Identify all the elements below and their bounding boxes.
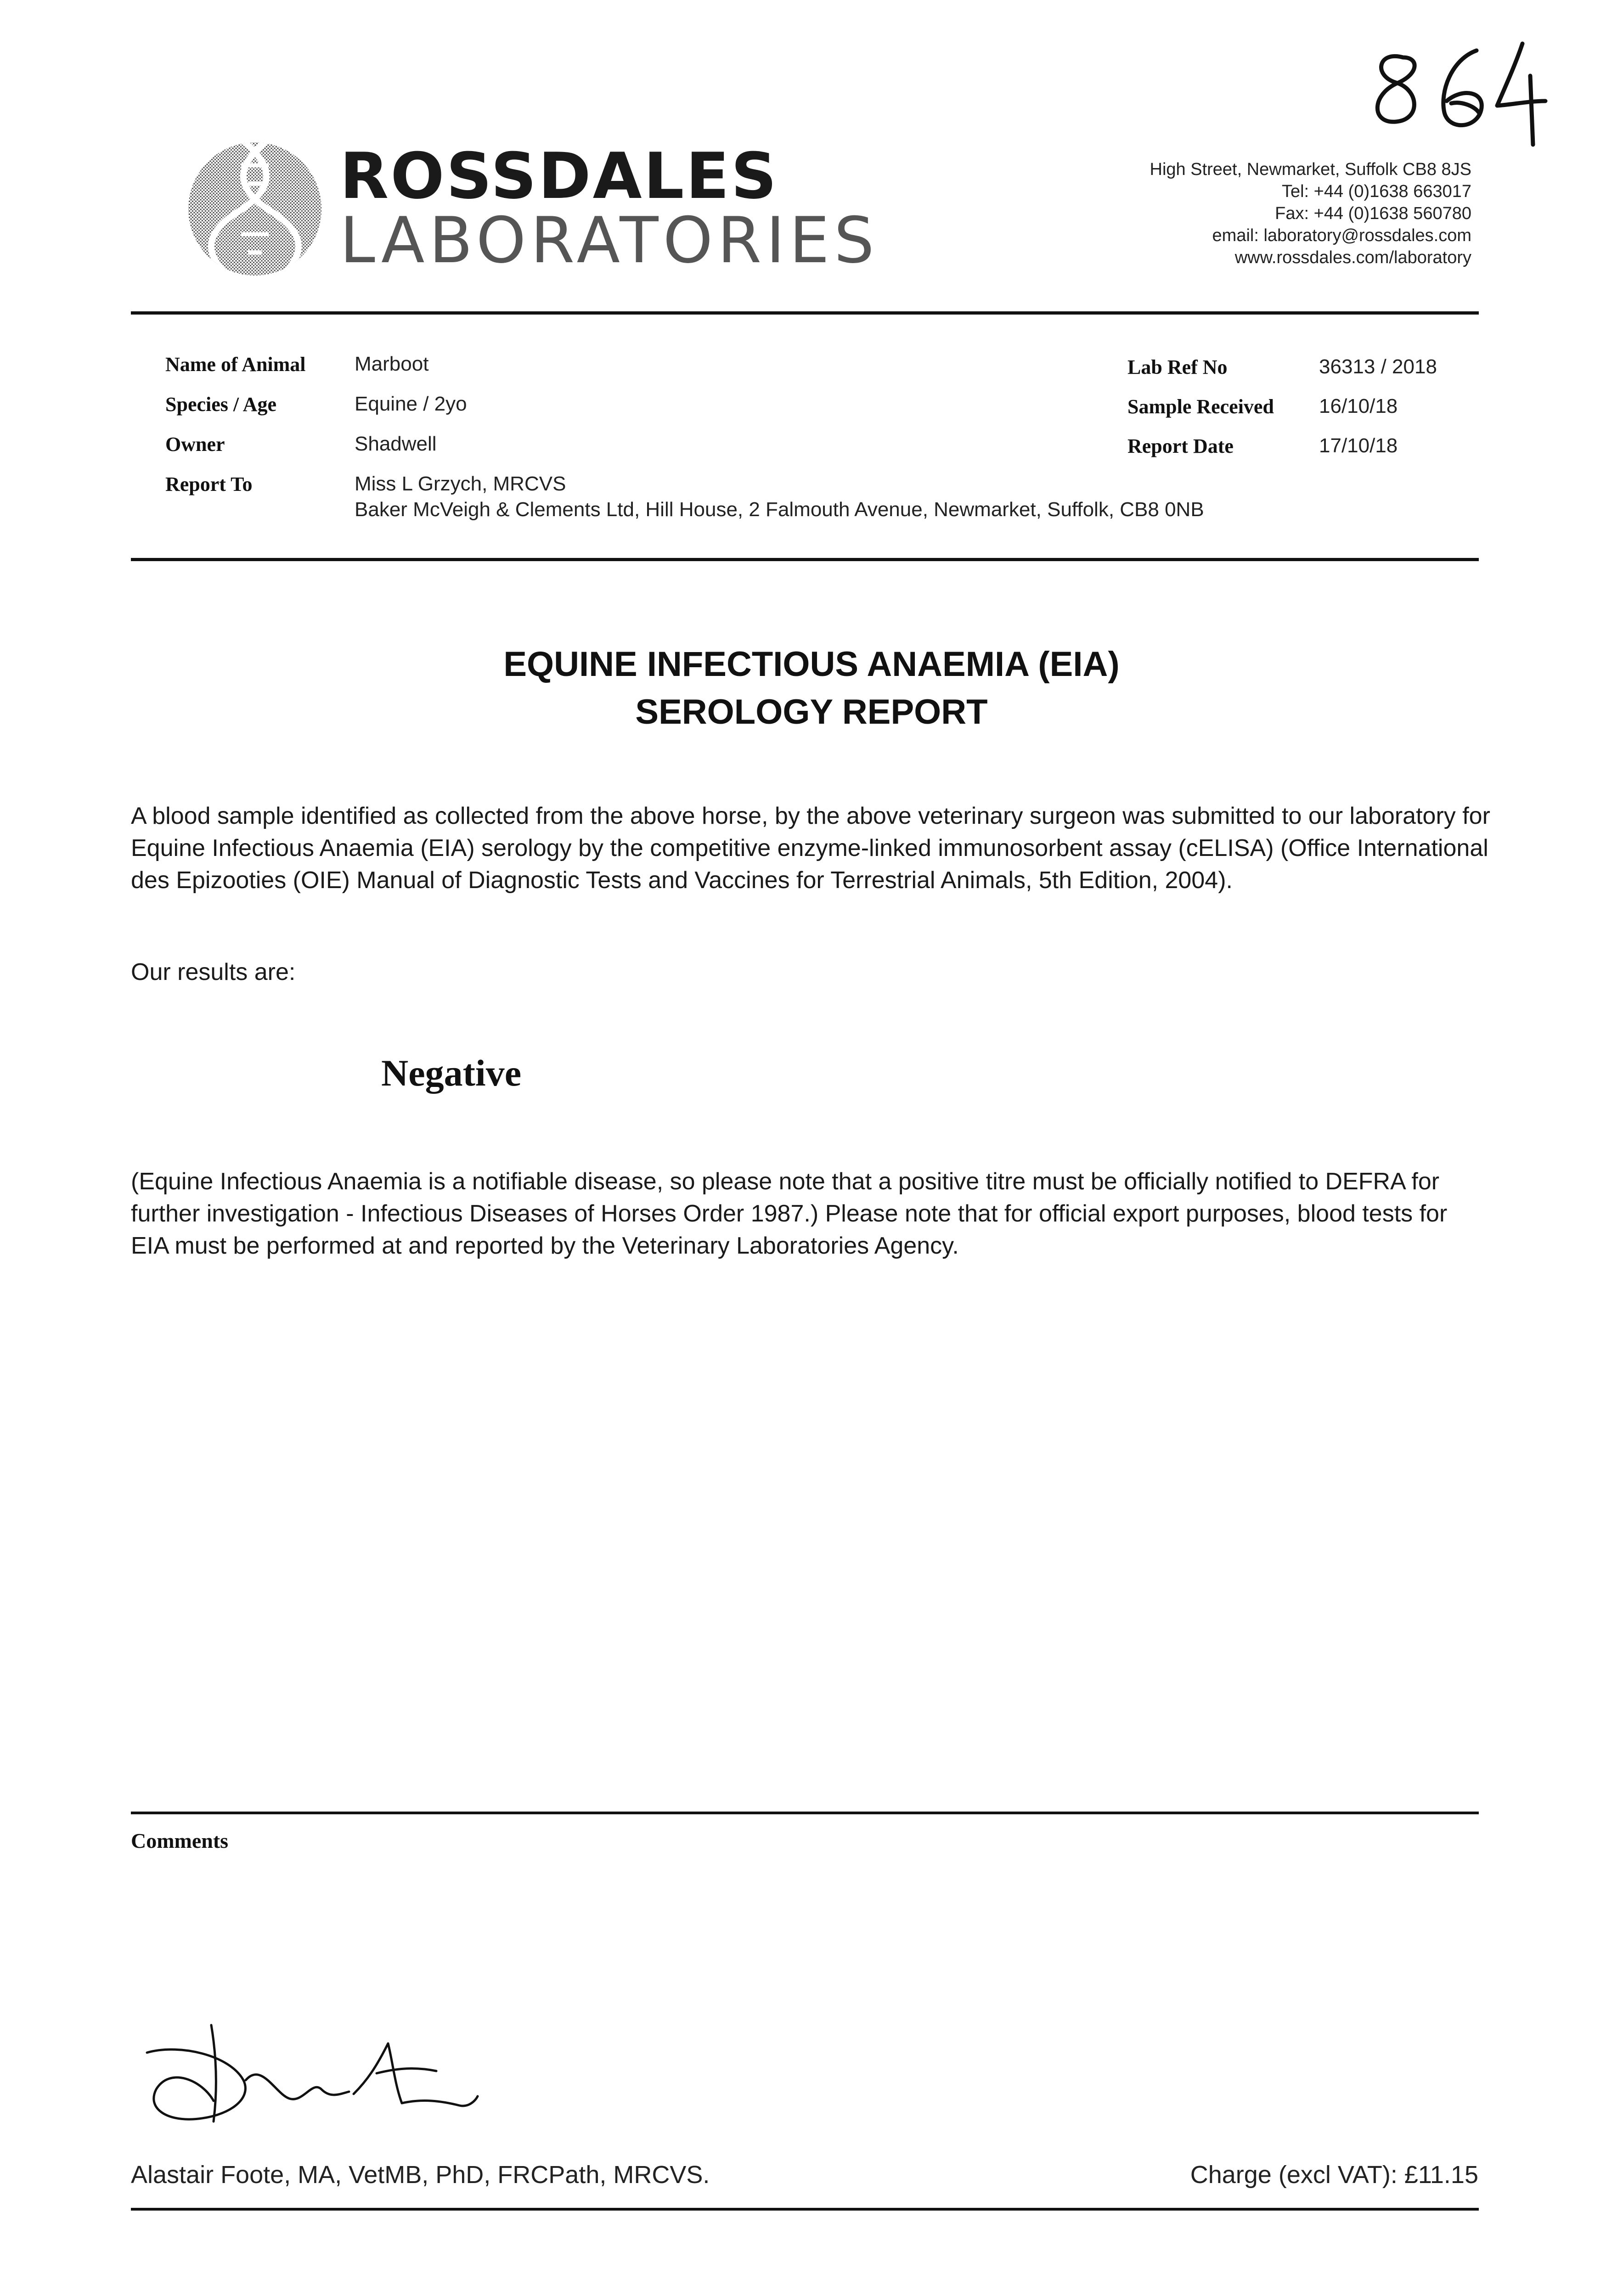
test-result: Negative — [381, 1052, 522, 1094]
report-to-address: Baker McVeigh & Clements Ltd, Hill House, 2 Falmouth Avenue, Newmarket, Suffolk, CB8 0NB — [355, 498, 1204, 521]
sample-received-value: 16/10/18 — [1319, 395, 1398, 417]
lab-address-block — [1150, 158, 1471, 269]
report-title — [0, 641, 1623, 736]
handwritten-page-number — [1359, 32, 1552, 152]
results-intro: Our results are: — [131, 959, 296, 985]
signatory-name: Alastair Foote, MA, VetMB, PhD, FRCPath, MRCVS. — [131, 2161, 710, 2189]
comments-divider — [131, 1812, 1479, 1814]
name-of-animal-label: Name of Animal — [165, 353, 306, 376]
name-of-animal-value: Marboot — [355, 353, 429, 375]
email-line: email: laboratory@rossdales.com — [1212, 226, 1471, 245]
handwritten-signature — [138, 2011, 505, 2131]
species-age-label: Species / Age — [165, 393, 276, 416]
website-line: www.rossdales.com/laboratory — [1234, 248, 1471, 267]
address-line: High Street, Newmarket, Suffolk CB8 8JS — [1150, 160, 1471, 179]
report-title-line1: EQUINE INFECTIOUS ANAEMIA (EIA) — [503, 645, 1120, 684]
species-age-value: Equine / 2yo — [355, 393, 467, 415]
report-intro-paragraph: A blood sample identified as collected from the above horse, by the above veterinary surgeon was submitted to our laboratory for Equine Infectious Anaemia (EIA) serology by the competitive enzyme-linked immunosorbent assay (cELISA) (Office International des Epizooties (OIE) Manual of Diagnostic Tests and Vaccines for Terrestrial Animals, 5th Edition, 2004). — [131, 803, 1490, 894]
report-date-label: Report Date — [1127, 435, 1234, 457]
owner-value: Shadwell — [355, 433, 437, 455]
owner-label: Owner — [165, 433, 225, 456]
footer-divider — [131, 2208, 1479, 2211]
report-date-value: 17/10/18 — [1319, 434, 1398, 457]
report-title-line2: SEROLOGY REPORT — [635, 692, 988, 732]
phone-line: Tel: +44 (0)1638 663017 — [1281, 182, 1471, 201]
charge-amount: Charge (excl VAT): £11.15 — [1190, 2161, 1478, 2189]
lab-ref-value: 36313 / 2018 — [1319, 355, 1437, 378]
logo-wordmark-line1: ROSSDALES — [340, 139, 779, 213]
fax-line: Fax: +44 (0)1638 560780 — [1275, 204, 1471, 223]
comments-label: Comments — [131, 1829, 229, 1852]
header-divider — [131, 311, 1479, 315]
rossdales-dna-logo-icon — [184, 138, 326, 280]
logo-wordmark-line2: LABORATORIES — [340, 203, 879, 277]
report-to-name: Miss L Grzych, MRCVS — [355, 473, 566, 495]
info-divider — [131, 558, 1479, 561]
notifiable-disease-note: (Equine Infectious Anaemia is a notifiable disease, so please note that a positive titre must be officially notified to DEFRA for further investigation - Infectious Diseases of Horses Order 1987.) Please note that for official export purposes, blood tests for EIA must be performed at and reported by the Veterinary Laboratories Agency. — [131, 1168, 1448, 1259]
report-to-label: Report To — [165, 473, 253, 495]
sample-received-label: Sample Received — [1127, 395, 1274, 418]
lab-ref-label: Lab Ref No — [1127, 356, 1228, 378]
